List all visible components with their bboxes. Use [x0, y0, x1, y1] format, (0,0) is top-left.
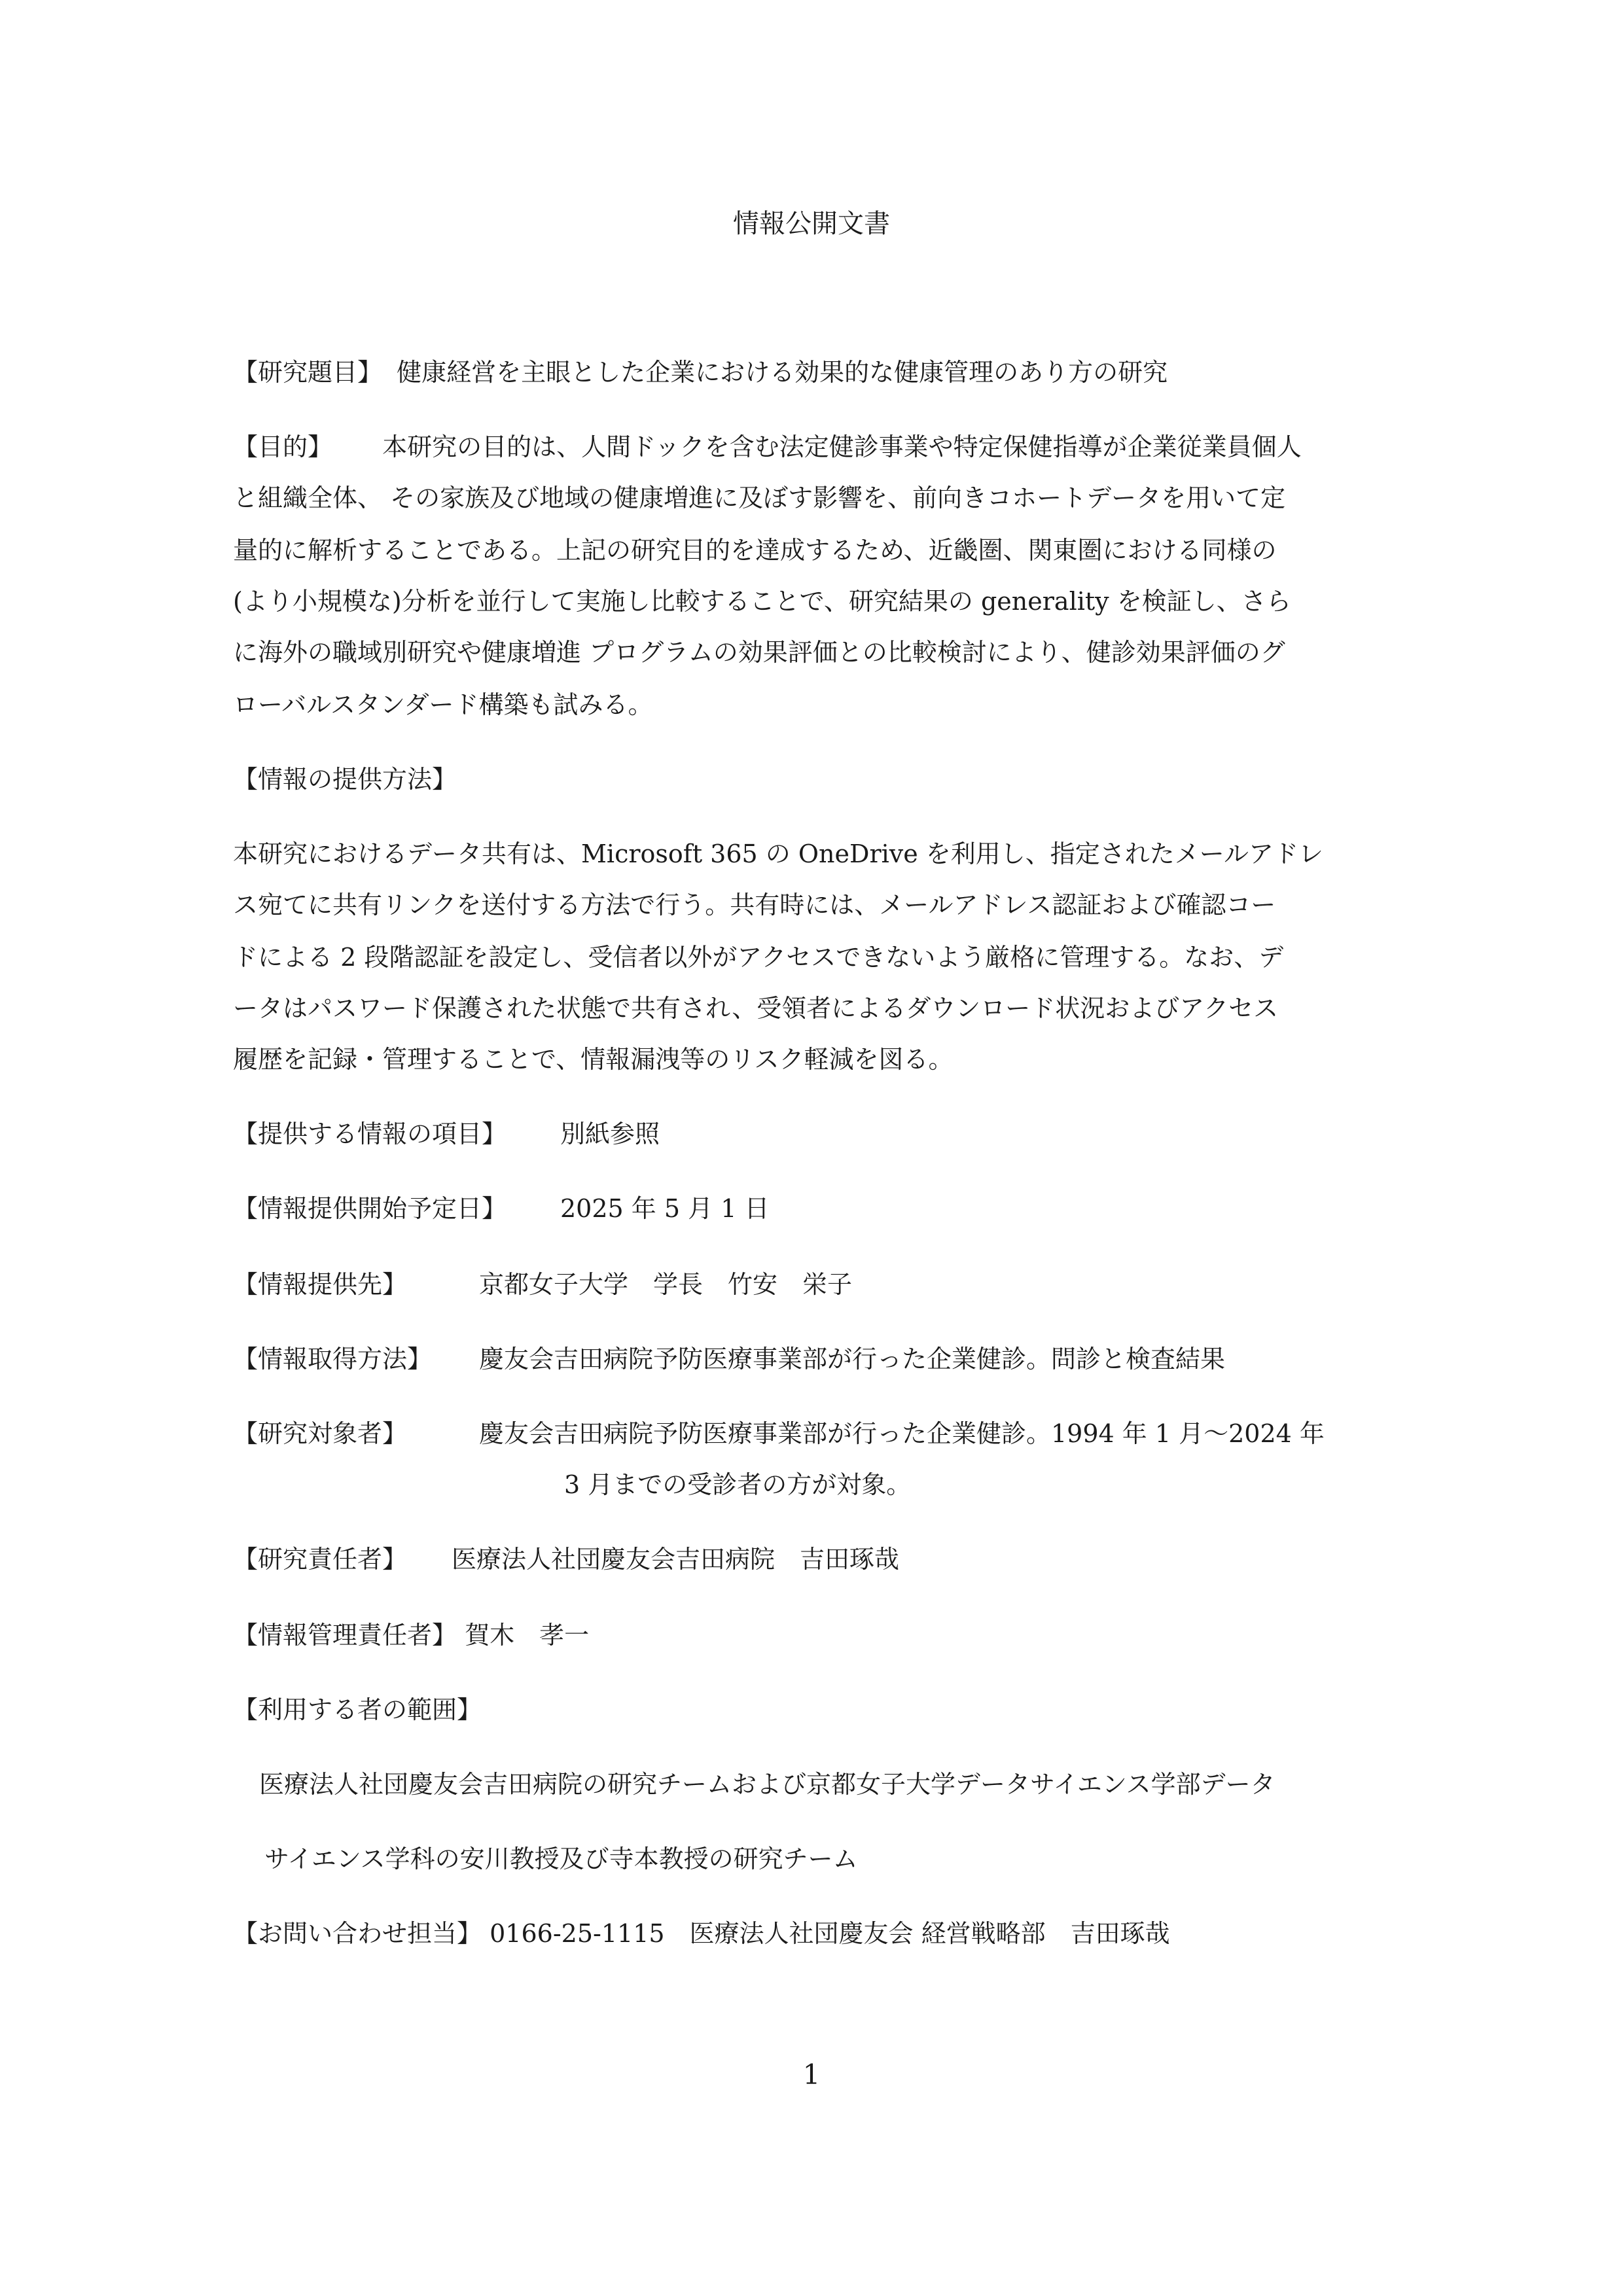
purpose-line: 本研究の目的は、人間ドックを含む法定健診事業や特定保健指導が企業従業員個人 — [382, 433, 1302, 461]
pi-label: 【研究責任者】 — [233, 1545, 408, 1574]
research-title-label: 【研究題目】 — [233, 358, 383, 387]
recipient-row — [233, 1270, 853, 1299]
provision-method-line: 本研究におけるデータ共有は、Microsoft 365 の OneDrive を利用し、指定されたメールアドレ — [233, 839, 1324, 868]
contact-label: 【お問い合わせ担当】 — [233, 1919, 482, 1948]
info-manager-row — [233, 1623, 589, 1648]
subjects-value: 慶友会吉田病院予防医療事業部が行った企業健診。1994 年 1 月〜2024 年 — [479, 1419, 1325, 1448]
provision-method-line: ス宛てに共有リンクを送付する方法で行う。共有時には、メールアドレス認証および確認コー — [233, 891, 1276, 919]
purpose-line: と組織全体、 その家族及び地域の健康増進に及ぼす影響を、前向きコホートデータを用いて定 — [233, 484, 1286, 512]
users-line: サイエンス学科の安川教授及び寺本教授の研究チーム — [264, 1845, 858, 1873]
info-manager-label: 【情報管理責任者】 — [233, 1621, 457, 1650]
recipient-label: 【情報提供先】 — [233, 1270, 408, 1299]
purpose-label: 【目的】 — [233, 433, 333, 461]
items-label: 【提供する情報の項目】 — [233, 1120, 507, 1148]
users-line: 医療法人社団慶友会吉田病院の研究チームおよび京都女子大学データサイエンス学部データ — [259, 1770, 1275, 1799]
purpose-line: ローバルスタンダード構築も試みる。 — [233, 690, 653, 719]
pi-row — [233, 1545, 900, 1574]
acquisition-row — [233, 1345, 1226, 1373]
acquisition-value: 慶友会吉田病院予防医療事業部が行った企業健診。問診と検査結果 — [479, 1345, 1226, 1373]
start-date-row — [233, 1194, 770, 1223]
purpose-line: (より小規模な)分析を並行して実施し比較することで、研究結果の generality を検証し、さら — [233, 587, 1291, 616]
items-value: 別紙参照 — [560, 1120, 660, 1148]
research-title-value: 健康経営を主眼とした企業における効果的な健康管理のあり方の研究 — [397, 358, 1168, 387]
items-row — [233, 1120, 660, 1148]
research-title-row — [233, 360, 1168, 385]
acquisition-label: 【情報取得方法】 — [233, 1345, 433, 1373]
subjects-continuation: 3 月までの受診者の方が対象。 — [564, 1470, 912, 1499]
page-number: 1 — [802, 2058, 821, 2091]
contact-row — [233, 1921, 1170, 1946]
subjects-label: 【研究対象者】 — [233, 1419, 408, 1448]
subjects-row — [233, 1419, 1325, 1448]
recipient-value: 京都女子大学 学長 竹安 栄子 — [479, 1270, 853, 1299]
provision-method-line: 履歴を記録・管理することで、情報漏洩等のリスク軽減を図る。 — [233, 1045, 954, 1074]
start-date-label: 【情報提供開始予定日】 — [233, 1194, 507, 1223]
users-label: 【利用する者の範囲】 — [233, 1695, 482, 1724]
provision-method-line: ドによる 2 段階認証を設定し、受信者以外がアクセスできないよう厳格に管理する。なお、デ — [233, 943, 1284, 972]
purpose-row — [233, 434, 1302, 459]
purpose-line: に海外の職域別研究や健康増進 プログラムの効果評価との比較検討により、健診効果評価のグ — [233, 638, 1285, 667]
provision-method-label: 【情報の提供方法】 — [233, 765, 457, 794]
document-title: 情報公開文書 — [733, 209, 890, 239]
contact-value: 0166-25-1115 医療法人社団慶友会 経営戦略部 吉田琢哉 — [490, 1919, 1170, 1948]
pi-value: 医療法人社団慶友会吉田病院 吉田琢哉 — [452, 1545, 900, 1574]
start-date-value: 2025 年 5 月 1 日 — [560, 1194, 770, 1223]
info-manager-value: 賀木 孝一 — [465, 1621, 590, 1650]
purpose-line: 量的に解析することである。上記の研究目的を達成するため、近畿圏、関東圏における同様の — [233, 536, 1277, 565]
provision-method-line: ータはパスワード保護された状態で共有され、受領者によるダウンロード状況およびアクセス — [233, 994, 1279, 1023]
